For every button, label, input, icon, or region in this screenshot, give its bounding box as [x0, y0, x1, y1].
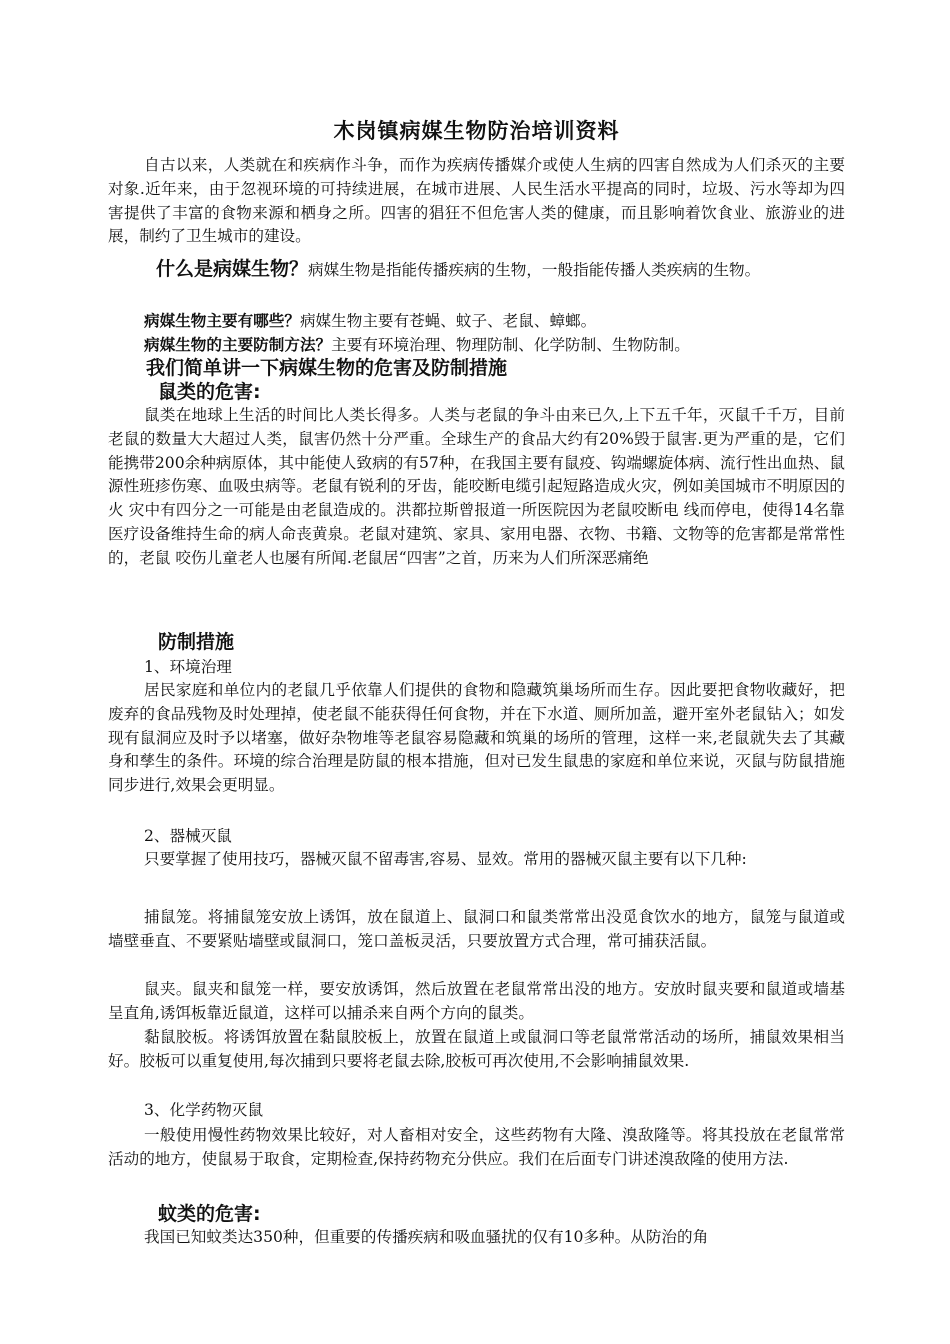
glue-board-paragraph: 黏鼠胶板。将诱饵放置在黏鼠胶板上，放置在鼠道上或鼠洞口等老鼠常常活动的场所，捕鼠效果相当好。胶板可以重复使用,每次捕到只要将老鼠去除,胶板可再次使用,不会影响捕鼠效果.: [108, 1028, 845, 1070]
question-answer: 病媒生物主要有苍蝇、蚊子、老鼠、蟑螂。: [299, 312, 597, 330]
rat-cage-paragraph: 捕鼠笼。将捕鼠笼安放上诱饵，放在鼠道上、鼠洞口和鼠类常常出没觅食饮水的地方，鼠笼与鼠道或墙壁垂直、不要紧贴墙壁或鼠洞口，笼口盖板灵活，只要放置方式合理，常可捕获活鼠。: [108, 908, 845, 950]
question-control-methods: [108, 334, 845, 358]
question-label: 病媒生物主要有哪些？: [144, 312, 300, 330]
question-label: 病媒生物的主要防制方法？: [144, 336, 332, 354]
measures-heading: 防制措施: [158, 631, 235, 653]
intro-paragraph: 自古以来，人类就在和疾病作斗争，而作为疾病传播媒介或使人生病的四害自然成为人们杀灭的主要对象.近年来，由于忽视环境的可持续进展，在城市进展、人民生活水平提高的同时，垃圾、污水等却为四害提供了丰富的食物来源和栖身之所。四害的猖狂不但危害人类的健康，而且影响着饮食业、旅游业的进展，制约了卫生城市的建设。: [108, 156, 845, 246]
question-main-vectors: [108, 310, 845, 334]
rat-clip-paragraph: 鼠夹。鼠夹和鼠笼一样，要安放诱饵，然后放置在老鼠常常出没的地方。安放时鼠夹要和鼠道或墙基呈直角,诱饵板靠近鼠道，这样可以捕杀来自两个方向的鼠类。: [108, 980, 845, 1022]
section-heading: 我们简单讲一下病媒生物的危害及防制措施: [146, 357, 508, 379]
measure-2-paragraph: 只要掌握了使用技巧，器械灭鼠不留毒害,容易、显效。常用的器械灭鼠主要有以下几种:: [144, 850, 747, 868]
measure-1-title: 1、环境治理: [144, 658, 232, 676]
document-title: 木岗镇病媒生物防治培训资料: [333, 119, 620, 143]
question-answer: 病媒生物是指能传播疾病的生物，一般指能传播人类疾病的生物。: [308, 261, 761, 279]
mosquito-paragraph: 我国已知蚊类达350种，但重要的传播疾病和吸血骚扰的仅有10多种。从防治的角: [144, 1228, 709, 1246]
question-label: 什么是病媒生物？: [156, 258, 309, 280]
mosquito-heading: 蚊类的危害:: [158, 1203, 261, 1225]
question-what-is-vector: [108, 258, 845, 283]
measure-1-paragraph: 居民家庭和单位内的老鼠几乎依靠人们提供的食物和隐藏筑巢场所而生存。因此要把食物收藏好，把废弃的食品残物及时处理掉，使老鼠不能获得任何食物，并在下水道、厕所加盖，避开室外老鼠钻入；如发现有鼠洞应及时予以堵塞，做好杂物堆等老鼠容易隐藏和筑巢的场所的管理，这样一来,老鼠就失去了其藏身和孳生的条件。环境的综合治理是防鼠的根本措施，但对已发生鼠患的家庭和单位来说，灭鼠与防鼠措施同步进行,效果会更明显。: [108, 681, 845, 795]
measure-2-title: 2、器械灭鼠: [144, 827, 232, 845]
measure-3-title: 3、化学药物灭鼠: [144, 1101, 264, 1119]
rat-hazard-paragraph: 鼠类在地球上生活的时间比人类长得多。人类与老鼠的争斗由来已久,上下五千年，灭鼠千千万，目前老鼠的数量大大超过人类，鼠害仍然十分严重。全球生产的食品大约有20%毁于鼠害.更为严重的是，它们能携带200余种病原体，其中能使人致病的有57种，在我国主要有鼠疫、钩端螺旋体病、流行性出血热、鼠源性班疹伤寒、血吸虫病等。老鼠有锐利的牙齿，能咬断电缆引起短路造成火灾，例如美国城市不明原因的火 灾中有四分之一可能是由老鼠造成的。洪都拉斯曾报道一所医院因为老鼠咬断电 线而停电，使得14名靠医疗设备维持生命的病人命丧黄泉。老鼠对建筑、家具、家用电器、衣物、书籍、文物等的危害都是常常性的，老鼠 咬伤儿童老人也屡有所闻.老鼠居“四害”之首，历来为人们所深恶痛绝: [108, 406, 845, 567]
question-answer: 主要有环境治理、物理防制、化学防制、生物防制。: [331, 336, 690, 354]
measure-3-paragraph: 一般使用慢性药物效果比较好，对人畜相对安全，这些药物有大隆、溴敌隆等。将其投放在老鼠常常活动的地方，使鼠易于取食，定期检查,保持药物充分供应。我们在后面专门讲述溴敌隆的使用方法.: [108, 1126, 845, 1168]
rat-heading: 鼠类的危害:: [158, 381, 261, 403]
